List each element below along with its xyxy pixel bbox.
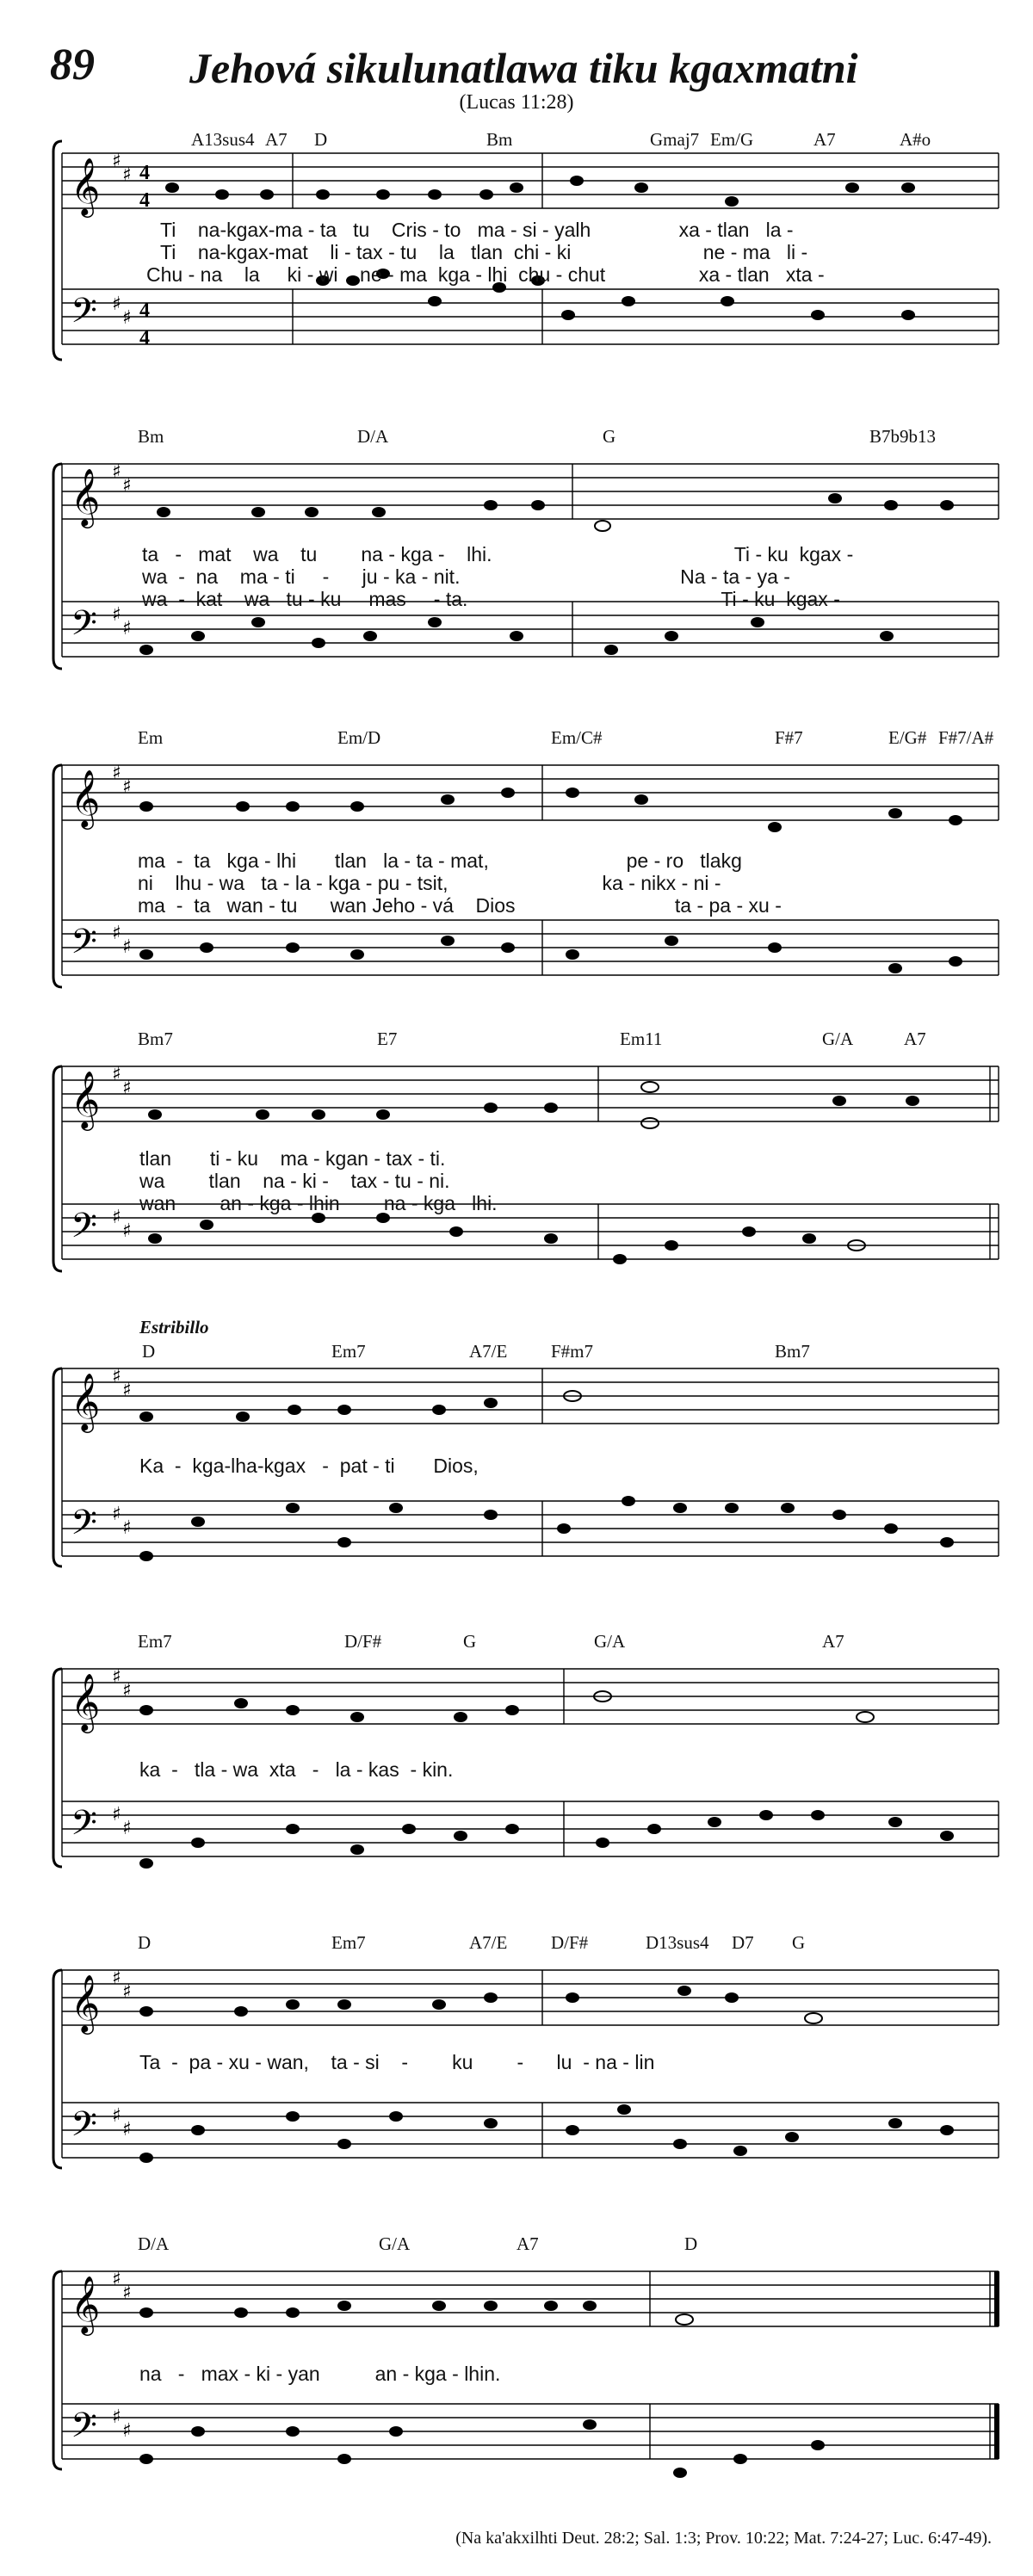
- svg-text:𝄢: 𝄢: [71, 922, 97, 970]
- svg-text:𝄢: 𝄢: [71, 291, 97, 339]
- svg-text:𝄞: 𝄞: [71, 467, 101, 526]
- lyric-line: Ka - kga-lha-kgax - pat - ti Dios,: [139, 1455, 479, 1477]
- section-label: Estribillo: [139, 1317, 209, 1337]
- svg-text:♯: ♯: [122, 2283, 132, 2304]
- svg-text:♯: ♯: [122, 1818, 132, 1839]
- svg-text:4: 4: [139, 300, 150, 322]
- svg-text:♯: ♯: [112, 2269, 121, 2290]
- svg-text:♯: ♯: [112, 461, 121, 483]
- svg-text:♯: ♯: [122, 936, 132, 958]
- lyric-line: Ti na-kgax-ma - ta tu Cris - to ma - si - yalh xa - tlan la -: [160, 219, 794, 241]
- chord-symbol: D: [138, 1932, 152, 1953]
- svg-text:𝄞: 𝄞: [71, 1974, 101, 2032]
- chord-symbol: Em/C#: [551, 727, 603, 748]
- svg-text:♯: ♯: [112, 293, 121, 315]
- lyric-line: wan an - kga - lhin na - kga lhi.: [139, 1192, 498, 1214]
- lyric-line: wa tlan na - ki - tax - tu - ni.: [139, 1170, 450, 1192]
- chord-symbol: F#7: [775, 727, 803, 748]
- svg-text:♯: ♯: [122, 776, 132, 798]
- svg-text:𝄞: 𝄞: [71, 769, 101, 827]
- chord-symbol: Em/D: [337, 727, 381, 748]
- svg-text:♯: ♯: [112, 151, 121, 172]
- chord-symbol: G/A: [594, 1631, 626, 1652]
- svg-text:♯: ♯: [122, 1220, 132, 1242]
- song-number: 89: [50, 40, 95, 90]
- chord-symbol: Bm: [138, 426, 164, 447]
- svg-text:𝄞: 𝄞: [71, 1372, 101, 1430]
- lyric-line: wa - kat wa tu - ku mas - ta. Ti - ku kgax -: [142, 588, 840, 610]
- chord-symbol: Bm7: [775, 1341, 810, 1362]
- svg-text:♯: ♯: [112, 923, 121, 944]
- chord-symbol: B7b9b13: [869, 426, 937, 447]
- svg-text:𝄢: 𝄢: [71, 1803, 97, 1851]
- svg-text:𝄢: 𝄢: [71, 2406, 97, 2454]
- lyric-line: Chu - na la ki - wi ne - ma kga - lhi chu - chut xa - tlan xta -: [146, 263, 825, 286]
- chord-symbol: Em7: [138, 1631, 172, 1652]
- svg-text:♯: ♯: [112, 1366, 121, 1387]
- chord-symbol: D/A: [138, 2233, 170, 2254]
- svg-text:𝄞: 𝄞: [71, 1070, 101, 1128]
- chord-symbol: A#o: [900, 129, 931, 150]
- lyric-line: ma - ta wan - tu wan Jeho - vá Dios ta - pa - xu -: [138, 894, 782, 917]
- svg-text:𝄢: 𝄢: [71, 1503, 97, 1551]
- chord-symbol: G: [792, 1932, 806, 1953]
- svg-text:♯: ♯: [122, 164, 132, 186]
- svg-text:♯: ♯: [122, 618, 132, 639]
- svg-text:4: 4: [139, 189, 150, 212]
- svg-text:𝄞: 𝄞: [71, 157, 101, 215]
- svg-text:♯: ♯: [112, 2105, 121, 2127]
- svg-text:♯: ♯: [112, 1804, 121, 1825]
- svg-text:♯: ♯: [122, 1078, 132, 1099]
- music-system-6: [0, 1631, 1033, 1889]
- chord-symbol: E7: [377, 1029, 398, 1049]
- chord-symbol: G: [603, 426, 616, 447]
- svg-text:♯: ♯: [122, 307, 132, 329]
- svg-text:4: 4: [139, 162, 150, 184]
- chord-symbol: A7: [265, 129, 288, 150]
- chord-symbol: Em11: [620, 1029, 663, 1049]
- chord-symbol: D: [314, 129, 328, 150]
- song-header: [0, 34, 1033, 112]
- svg-text:𝄞: 𝄞: [71, 1672, 101, 1731]
- chord-symbol: Em7: [331, 1341, 366, 1362]
- chord-symbol: A7: [822, 1631, 844, 1652]
- lyric-line: na - max - ki - yan an - kga - lhin.: [139, 2363, 501, 2385]
- chord-symbol: F#m7: [551, 1341, 594, 1362]
- chord-symbol: D: [684, 2233, 698, 2254]
- chord-symbol: Em: [138, 727, 164, 748]
- chord-symbol: Em/G: [710, 129, 754, 150]
- svg-text:♯: ♯: [112, 1207, 121, 1228]
- chord-symbol: F#7/A#: [938, 727, 994, 748]
- chord-symbol: Bm: [486, 129, 513, 150]
- lyric-line: Ta - pa - xu - wan, ta - si - ku - lu - na - lin: [139, 2051, 655, 2073]
- svg-text:♯: ♯: [122, 1981, 132, 2003]
- chord-symbol: A7/E: [469, 1341, 508, 1362]
- chord-symbol: D/F#: [344, 1631, 382, 1652]
- chord-symbol: A7: [516, 2233, 539, 2254]
- svg-text:♯: ♯: [112, 1504, 121, 1525]
- chord-symbol: G: [463, 1631, 477, 1652]
- svg-text:♯: ♯: [112, 1666, 121, 1688]
- chord-symbol: Em7: [331, 1932, 366, 1953]
- chord-symbol: Gmaj7: [650, 129, 700, 150]
- lyric-line: tlan ti - ku ma - kgan - tax - ti.: [139, 1147, 446, 1170]
- svg-text:𝄞: 𝄞: [71, 2275, 101, 2333]
- svg-text:𝄢: 𝄢: [71, 2104, 97, 2153]
- song-title: Jehová sikulunatlawa tiku kgaxmatni: [189, 44, 858, 92]
- chord-symbol: G/A: [379, 2233, 411, 2254]
- svg-text:♯: ♯: [112, 604, 121, 626]
- svg-text:♯: ♯: [122, 475, 132, 497]
- chord-symbol: A7: [904, 1029, 926, 1049]
- music-system-8: [0, 2233, 1033, 2492]
- music-system-7: [0, 1932, 1033, 2190]
- svg-text:♯: ♯: [112, 1968, 121, 1989]
- svg-text:4: 4: [139, 327, 150, 349]
- music-system-5: [0, 1317, 1033, 1592]
- chord-symbol: D/F#: [551, 1932, 589, 1953]
- svg-text:♯: ♯: [112, 763, 121, 784]
- chord-symbol: G/A: [822, 1029, 854, 1049]
- chord-symbol: E/G#: [888, 727, 927, 748]
- scripture-reference: (Lucas 11:28): [459, 91, 574, 114]
- svg-text:♯: ♯: [122, 1517, 132, 1539]
- lyric-line: ma - ta kga - lhi tlan la - ta - mat, pe - ro tlakg: [138, 849, 742, 872]
- svg-text:♯: ♯: [122, 1380, 132, 1401]
- chord-symbol: D13sus4: [646, 1932, 709, 1953]
- chord-symbol: D: [142, 1341, 156, 1362]
- lyric-line: Ti na-kgax-mat li - tax - tu la tlan chi - ki ne - ma li -: [160, 241, 808, 263]
- music-system-2: [0, 426, 1033, 684]
- lyric-line: ni lhu - wa ta - la - kga - pu - tsit, ka - nikx - ni -: [138, 872, 721, 894]
- chord-symbol: Bm7: [138, 1029, 173, 1049]
- chord-symbol: A7: [813, 129, 836, 150]
- lyric-line: wa - na ma - ti - ju - ka - nit. Na - ta - ya -: [142, 565, 790, 588]
- music-system-4: [0, 1029, 1033, 1287]
- chord-symbol: D/A: [357, 426, 389, 447]
- svg-text:♯: ♯: [112, 1064, 121, 1085]
- lyric-line: ka - tla - wa xta - la - kas - kin.: [139, 1758, 454, 1781]
- music-system-3: [0, 727, 1033, 985]
- svg-text:♯: ♯: [122, 2420, 132, 2442]
- music-system-1: [0, 129, 1033, 387]
- svg-text:𝄢: 𝄢: [71, 1206, 97, 1254]
- lyric-line: ta - mat wa tu na - kga - lhi. Ti - ku kgax -: [142, 543, 854, 565]
- footnote: (Na ka'akxilhti Deut. 28:2; Sal. 1:3; Prov. 10:22; Mat. 7:24-27; Luc. 6:47-49).: [455, 2529, 992, 2548]
- svg-text:♯: ♯: [112, 2406, 121, 2428]
- svg-text:♯: ♯: [122, 1680, 132, 1702]
- chord-symbol: D7: [732, 1932, 754, 1953]
- svg-text:𝄢: 𝄢: [71, 603, 97, 652]
- chord-symbol: A13sus4: [191, 129, 255, 150]
- svg-text:♯: ♯: [122, 2119, 132, 2140]
- chord-symbol: A7/E: [469, 1932, 508, 1953]
